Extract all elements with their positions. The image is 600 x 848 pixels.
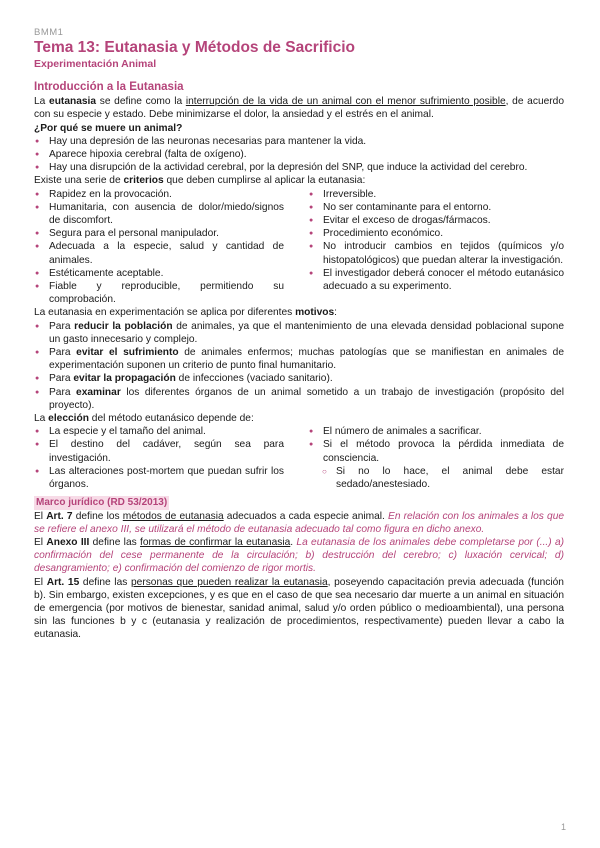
section-heading-intro: Introducción a la Eutanasia	[34, 81, 184, 93]
question-heading: ¿Por qué se muere un animal?	[34, 122, 183, 134]
paragraph-art-7: El Art. 7 define los métodos de eutanasia adecuados a cada especie animal. En relación con los animales a los que se refiere el anexo III, se utilizará el método de eutanasia adecuado tal como figura en dicho anexo.	[34, 510, 565, 535]
criteria-columns	[34, 188, 564, 307]
paragraph-anexo-3: El Anexo III define las formas de confirmar la eutanasia. La eutanasia de los animales debe completarse por (...) a) confirmación del cese permanente de la circulación; b) destrucción del cerebro; c) luxación cervical; d) desangramiento; e) confirmación del comienzo de rigor mortis.	[34, 536, 565, 575]
list-item: ● Para examinar los diferentes órganos de un animal sometido a un trabajo de investigación (propósito del proyecto).	[34, 386, 564, 412]
list-item: ● Para reducir la población de animales, ya que el mantenimiento de una elevada densidad poblacional supone un gasto innecesario y complejo.	[34, 320, 564, 346]
document-body	[34, 81, 564, 642]
election-intro: La elección del método eutanásico depende de:	[34, 413, 254, 425]
list-item: ● Humanitaria, con ausencia de dolor/miedo/signos de discomfort.	[34, 201, 284, 227]
list-item: ● No introducir cambios en tejidos (químicos y/o histopatológicos) que puedan alterar la investigación.	[308, 240, 564, 266]
list-item: ● Procedimiento económico.	[308, 227, 564, 240]
list-item: ● Para evitar la propagación de infecciones (vaciado sanitario).	[34, 372, 564, 385]
list-item: ● Segura para el personal manipulador.	[34, 227, 284, 240]
page-number: 1	[560, 822, 566, 832]
election-columns	[34, 425, 564, 491]
paragraph-definition: La eutanasia se define como la interrupción de la vida de un animal con el menor sufrimiento posible, de acuerdo con su especie y estado. Debe minimizarse el dolor, la ansiedad y el estrés en el animal.	[34, 96, 564, 121]
list-item: ● Irreversible.	[308, 188, 564, 201]
list-item: ● Aparece hipoxia cerebral (falta de oxígeno).	[34, 148, 564, 161]
list-item: ● Para evitar el sufrimiento de animales enfermos; muchas patologías que se manifiestan en animales de experimentación suponen un criterio de punto final humanitario.	[34, 346, 564, 372]
list-item: ● Las alteraciones post-mortem que puedan sufrir los órganos.	[34, 465, 284, 491]
list-item: ● No ser contaminante para el entorno.	[308, 201, 564, 214]
list-item: ● Evitar el exceso de drogas/fármacos.	[308, 214, 564, 227]
motives-list	[34, 320, 564, 412]
page-title: Tema 13: Eutanasia y Métodos de Sacrificio	[34, 39, 356, 56]
document-header-code: BMM1	[34, 27, 64, 38]
election-list-left	[34, 425, 284, 491]
list-item: ● Si el método provoca la pérdida inmediata de consciencia.	[308, 438, 564, 464]
section-heading-legal: Marco jurídico (RD 53/2013)	[36, 497, 168, 509]
list-item: ● Hay una depresión de las neuronas necesarias para mantener la vida.	[34, 135, 564, 148]
why-list	[34, 135, 564, 175]
motives-intro: La eutanasia en experimentación se aplica por diferentes motivos:	[34, 307, 337, 319]
criteria-list-left	[34, 188, 284, 307]
list-item: ● Hay una disrupción de la actividad cerebral, por la depresión del SNP, que induce la actividad del cerebro.	[34, 161, 564, 174]
criteria-intro: Existe una serie de criterios que deben cumplirse al aplicar la eutanasia:	[34, 175, 366, 187]
list-item: ● El número de animales a sacrificar.	[308, 425, 564, 438]
list-item: ● El investigador deberá conocer el método eutanásico adecuado a su experimento.	[308, 267, 564, 293]
list-item: ● Estéticamente aceptable.	[34, 267, 284, 280]
list-item: ● La especie y el tamaño del animal.	[34, 425, 284, 438]
list-item: ● Rapidez en la provocación.	[34, 188, 284, 201]
list-item: ● Fiable y reproducible, permitiendo su comprobación.	[34, 280, 284, 306]
criteria-list-right	[308, 188, 564, 307]
paragraph-art-15: El Art. 15 define las personas que pueden realizar la eutanasia, poseyendo capacitación previa adecuada (función b). Sin embargo, existen excepciones, y es que en el caso de que sea necesario dar muerte a un animal en situación de emergencia (por motivos de bienestar, sanidad animal, salud y/o orden público o medioambiental), una persona sin las funciones b y c (eutanasia y realización de procedimientos, respectivamente) pueden llevar a cabo la eutanasia.	[34, 576, 564, 641]
page-subtitle: Experimentación Animal	[34, 58, 157, 70]
election-list-right	[308, 425, 564, 491]
list-item: ● Adecuada a la especie, salud y cantidad de animales.	[34, 240, 284, 266]
sub-list-item: ○ Si no lo hace, el animal debe estar sedado/anestesiado.	[308, 465, 564, 491]
list-item: ● El destino del cadáver, según sea para investigación.	[34, 438, 284, 464]
